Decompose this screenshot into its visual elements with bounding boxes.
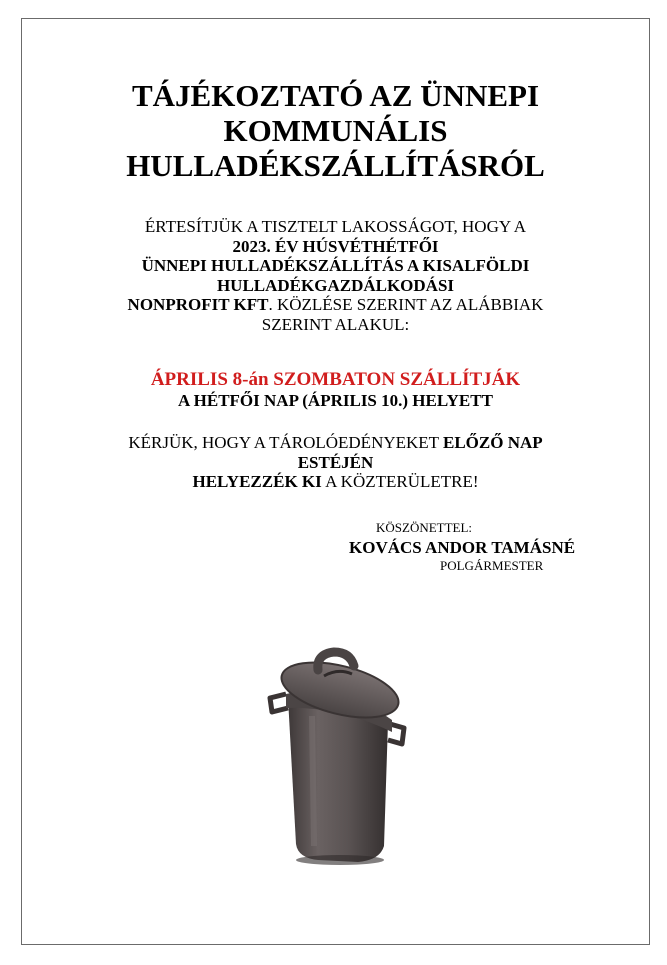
- request-line-2: [21, 453, 650, 473]
- request-paragraph: [21, 433, 650, 492]
- intro-paragraph: [21, 217, 650, 334]
- intro-line-2: [21, 237, 650, 257]
- signature-thanks: KÖSZÖNETTEL:: [376, 520, 473, 535]
- intro-line-1: ÉRTESÍTJÜK A TISZTELT LAKOSSÁGOT, HOGY A: [144, 217, 527, 236]
- intro-line-5: [21, 295, 650, 315]
- schedule-notice: [21, 369, 650, 411]
- intro-line-3: [21, 256, 650, 276]
- request-line-3-rest: A KÖZTERÜLETRE!: [321, 472, 479, 491]
- title-line-3: HULLADÉKSZÁLLÍTÁSRÓL: [126, 148, 545, 183]
- request-line-3-bold: HELYEZZÉK KI: [192, 472, 322, 491]
- title-line-1: TÁJÉKOZTATÓ AZ ÜNNEPI: [131, 78, 540, 113]
- intro-line-6: SZERINT ALAKUL:: [261, 314, 410, 334]
- waste-bin-icon: [262, 636, 412, 866]
- request-line-3: [21, 472, 650, 492]
- request-line-1: [21, 433, 650, 453]
- page-title: [21, 78, 650, 183]
- signature-role: POLGÁRMESTER: [440, 558, 544, 573]
- intro-line-3-text: ÜNNEPI HULLADÉKSZÁLLÍTÁS A KISALFÖLDI: [141, 256, 530, 275]
- intro-line-5-rest: . KÖZLÉSE SZERINT AZ ALÁBBIAK: [268, 295, 544, 314]
- signature-name: KOVÁCS ANDOR TAMÁSNÉ: [349, 538, 576, 557]
- schedule-subtext: A HÉTFŐI NAP (ÁPRILIS 10.) HELYETT: [178, 391, 493, 410]
- schedule-highlight: ÁPRILIS 8-án SZOMBATON SZÁLLÍTJÁK: [150, 369, 521, 390]
- title-line-2: KOMMUNÁLIS: [223, 113, 448, 148]
- request-line-2-bold: ESTÉJÉN: [297, 452, 374, 472]
- request-line-1-bold: ELŐZŐ NAP: [443, 433, 543, 452]
- intro-line-4-text: HULLADÉKGAZDÁLKODÁSI: [216, 275, 455, 295]
- intro-line-5-bold: NONPROFIT KFT: [127, 295, 269, 314]
- request-line-1-start: KÉRJÜK, HOGY A TÁROLÓEDÉNYEKET: [128, 433, 443, 452]
- intro-line-4: [21, 276, 650, 296]
- intro-line-2-text: 2023. ÉV HÚSVÉTHÉTFŐI: [232, 236, 439, 256]
